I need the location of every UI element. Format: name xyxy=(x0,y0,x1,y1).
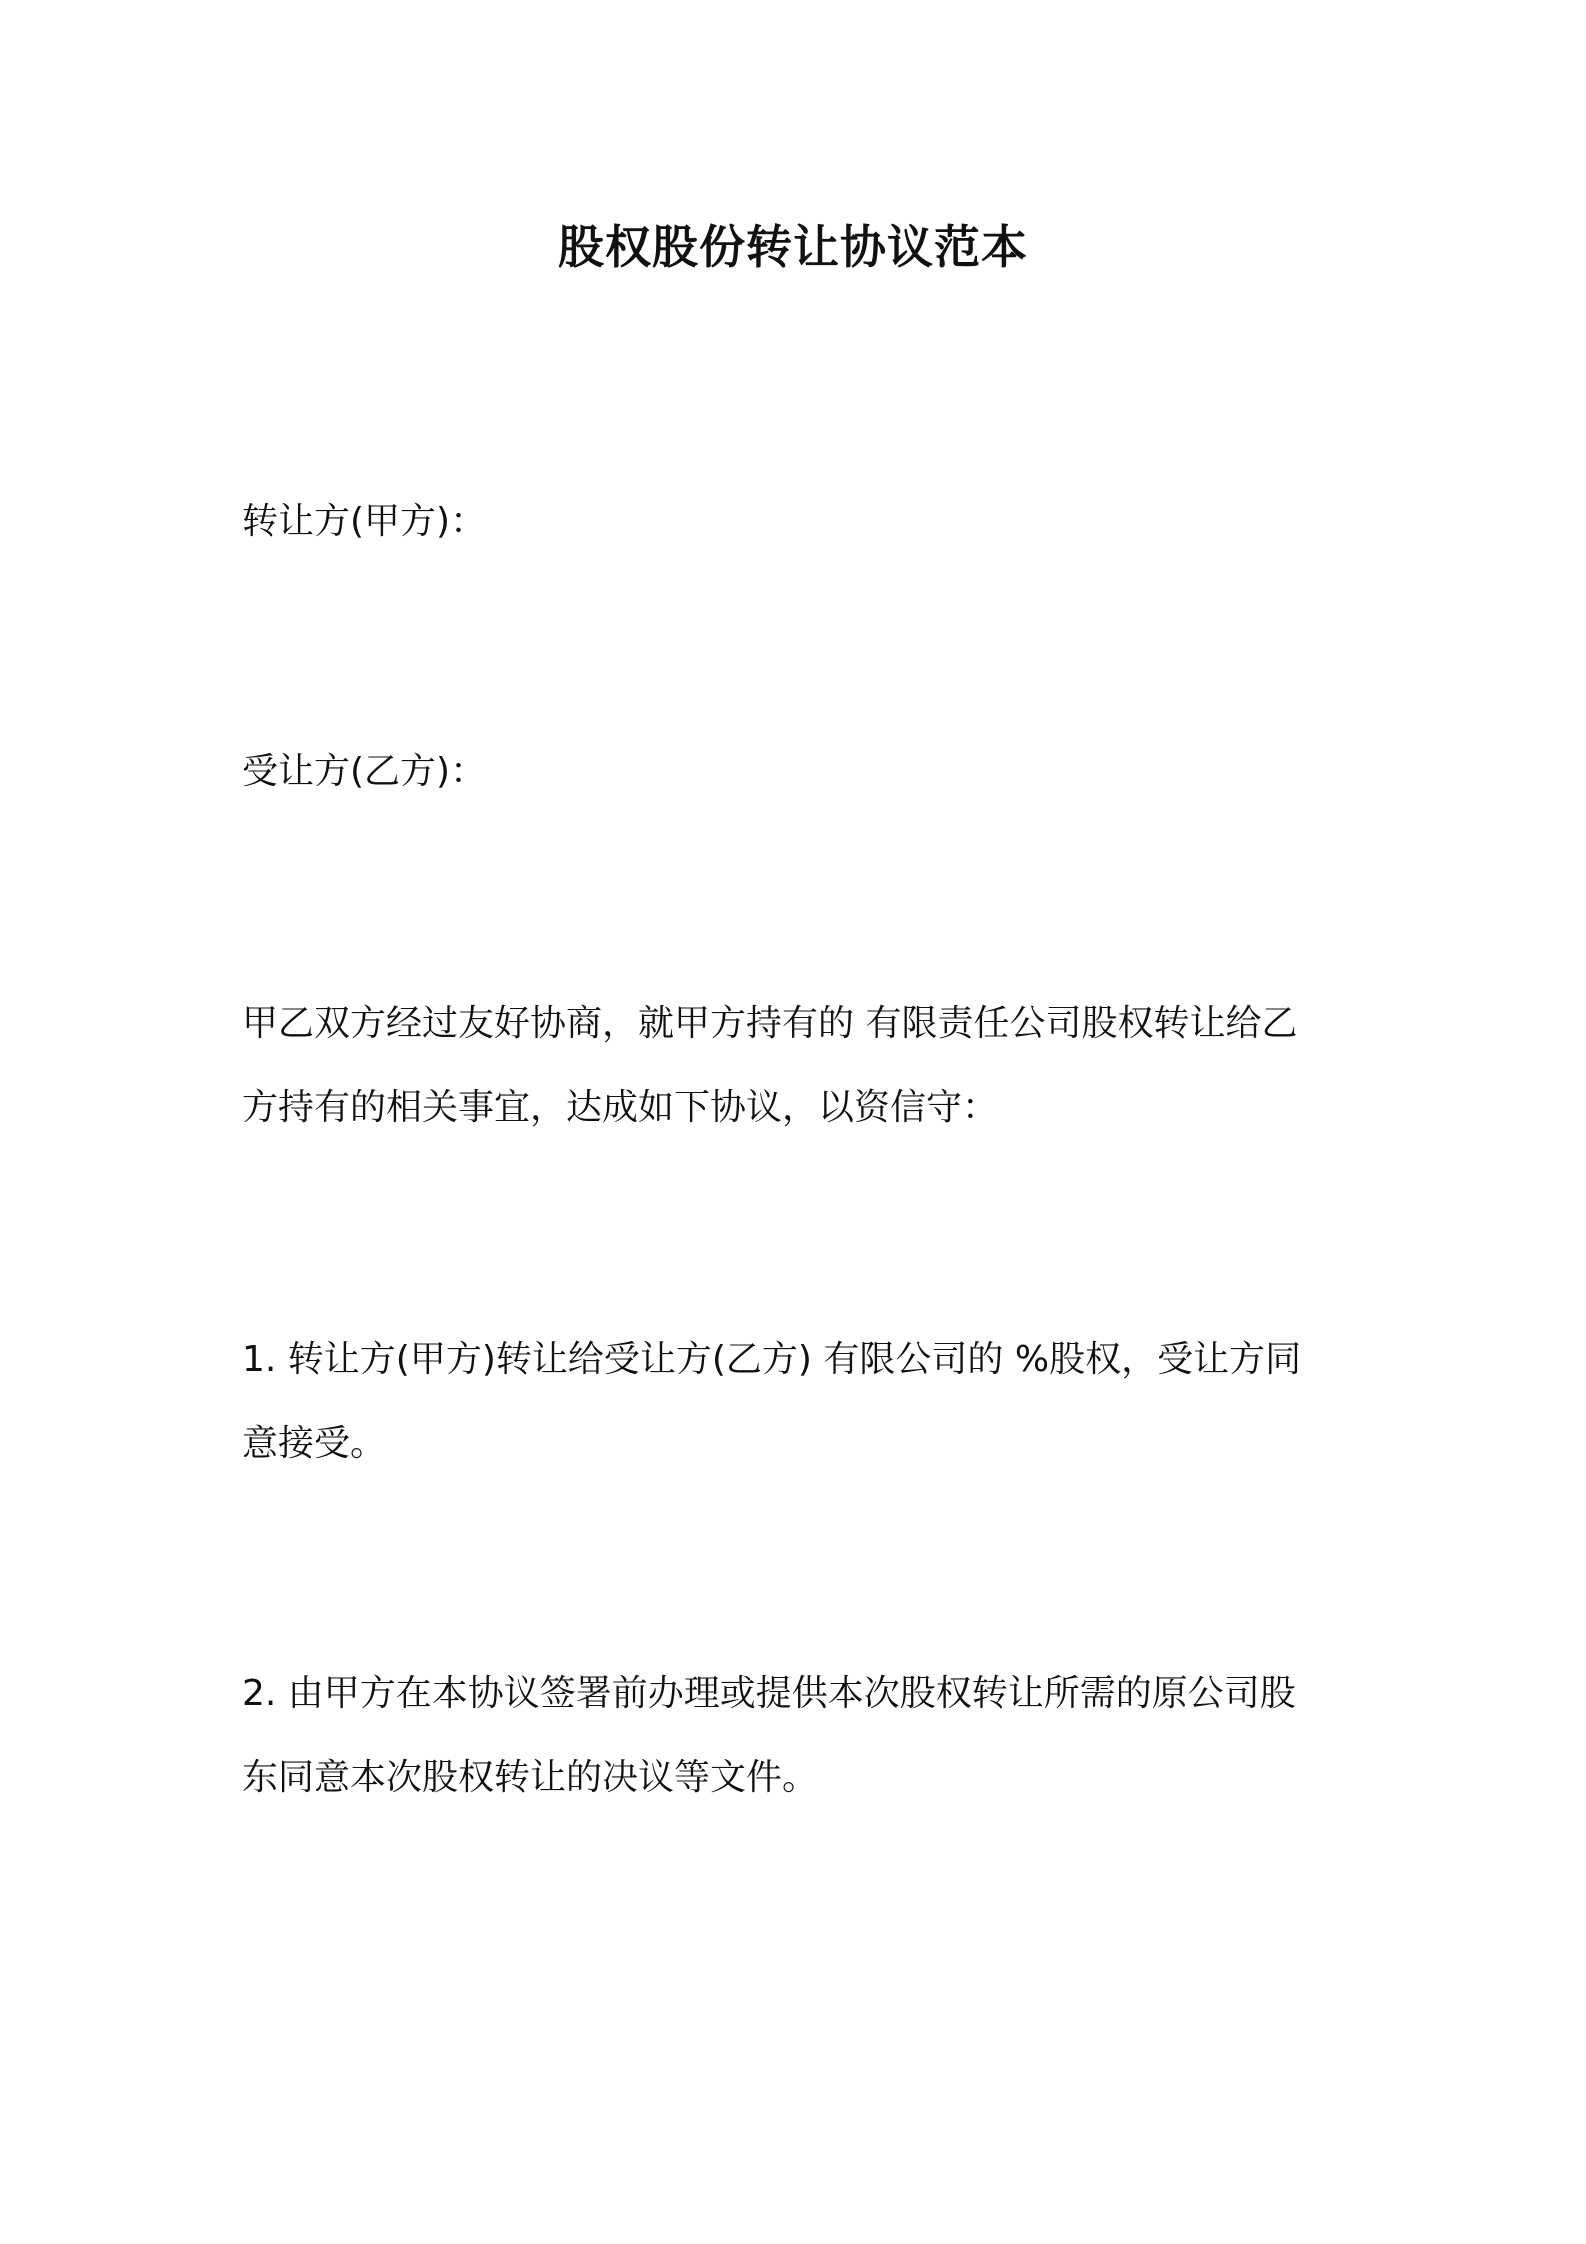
clause-2-line-2: 东同意本次股权转让的决议等文件。 xyxy=(242,1757,819,1798)
intro-line-2: 方持有的相关事宜，达成如下协议，以资信守： xyxy=(242,1087,999,1128)
clause-2-line-1: 2. 由甲方在本协议签署前办理或提供本次股权转让所需的原公司股 xyxy=(242,1673,1296,1714)
clause-1 xyxy=(242,1318,1362,1486)
document-title: 股权股份转让协议范本 xyxy=(558,220,1028,274)
intro-line-1: 甲乙双方经过友好协商，就甲方持有的 有限责任公司股权转让给乙 xyxy=(242,1003,1298,1044)
transferor-label xyxy=(242,480,1362,564)
clause-1-line-2: 意接受。 xyxy=(242,1423,387,1464)
transferee-label xyxy=(242,730,1362,814)
clause-1-line-1: 1. 转让方(甲方)转让给受让方(乙方) 有限公司的 %股权，受让方同 xyxy=(242,1339,1302,1380)
transferor-text: 转让方(甲方)： xyxy=(242,501,487,542)
intro-paragraph xyxy=(242,982,1362,1150)
transferee-text: 受让方(乙方)： xyxy=(242,751,487,792)
clause-2 xyxy=(242,1652,1362,1820)
